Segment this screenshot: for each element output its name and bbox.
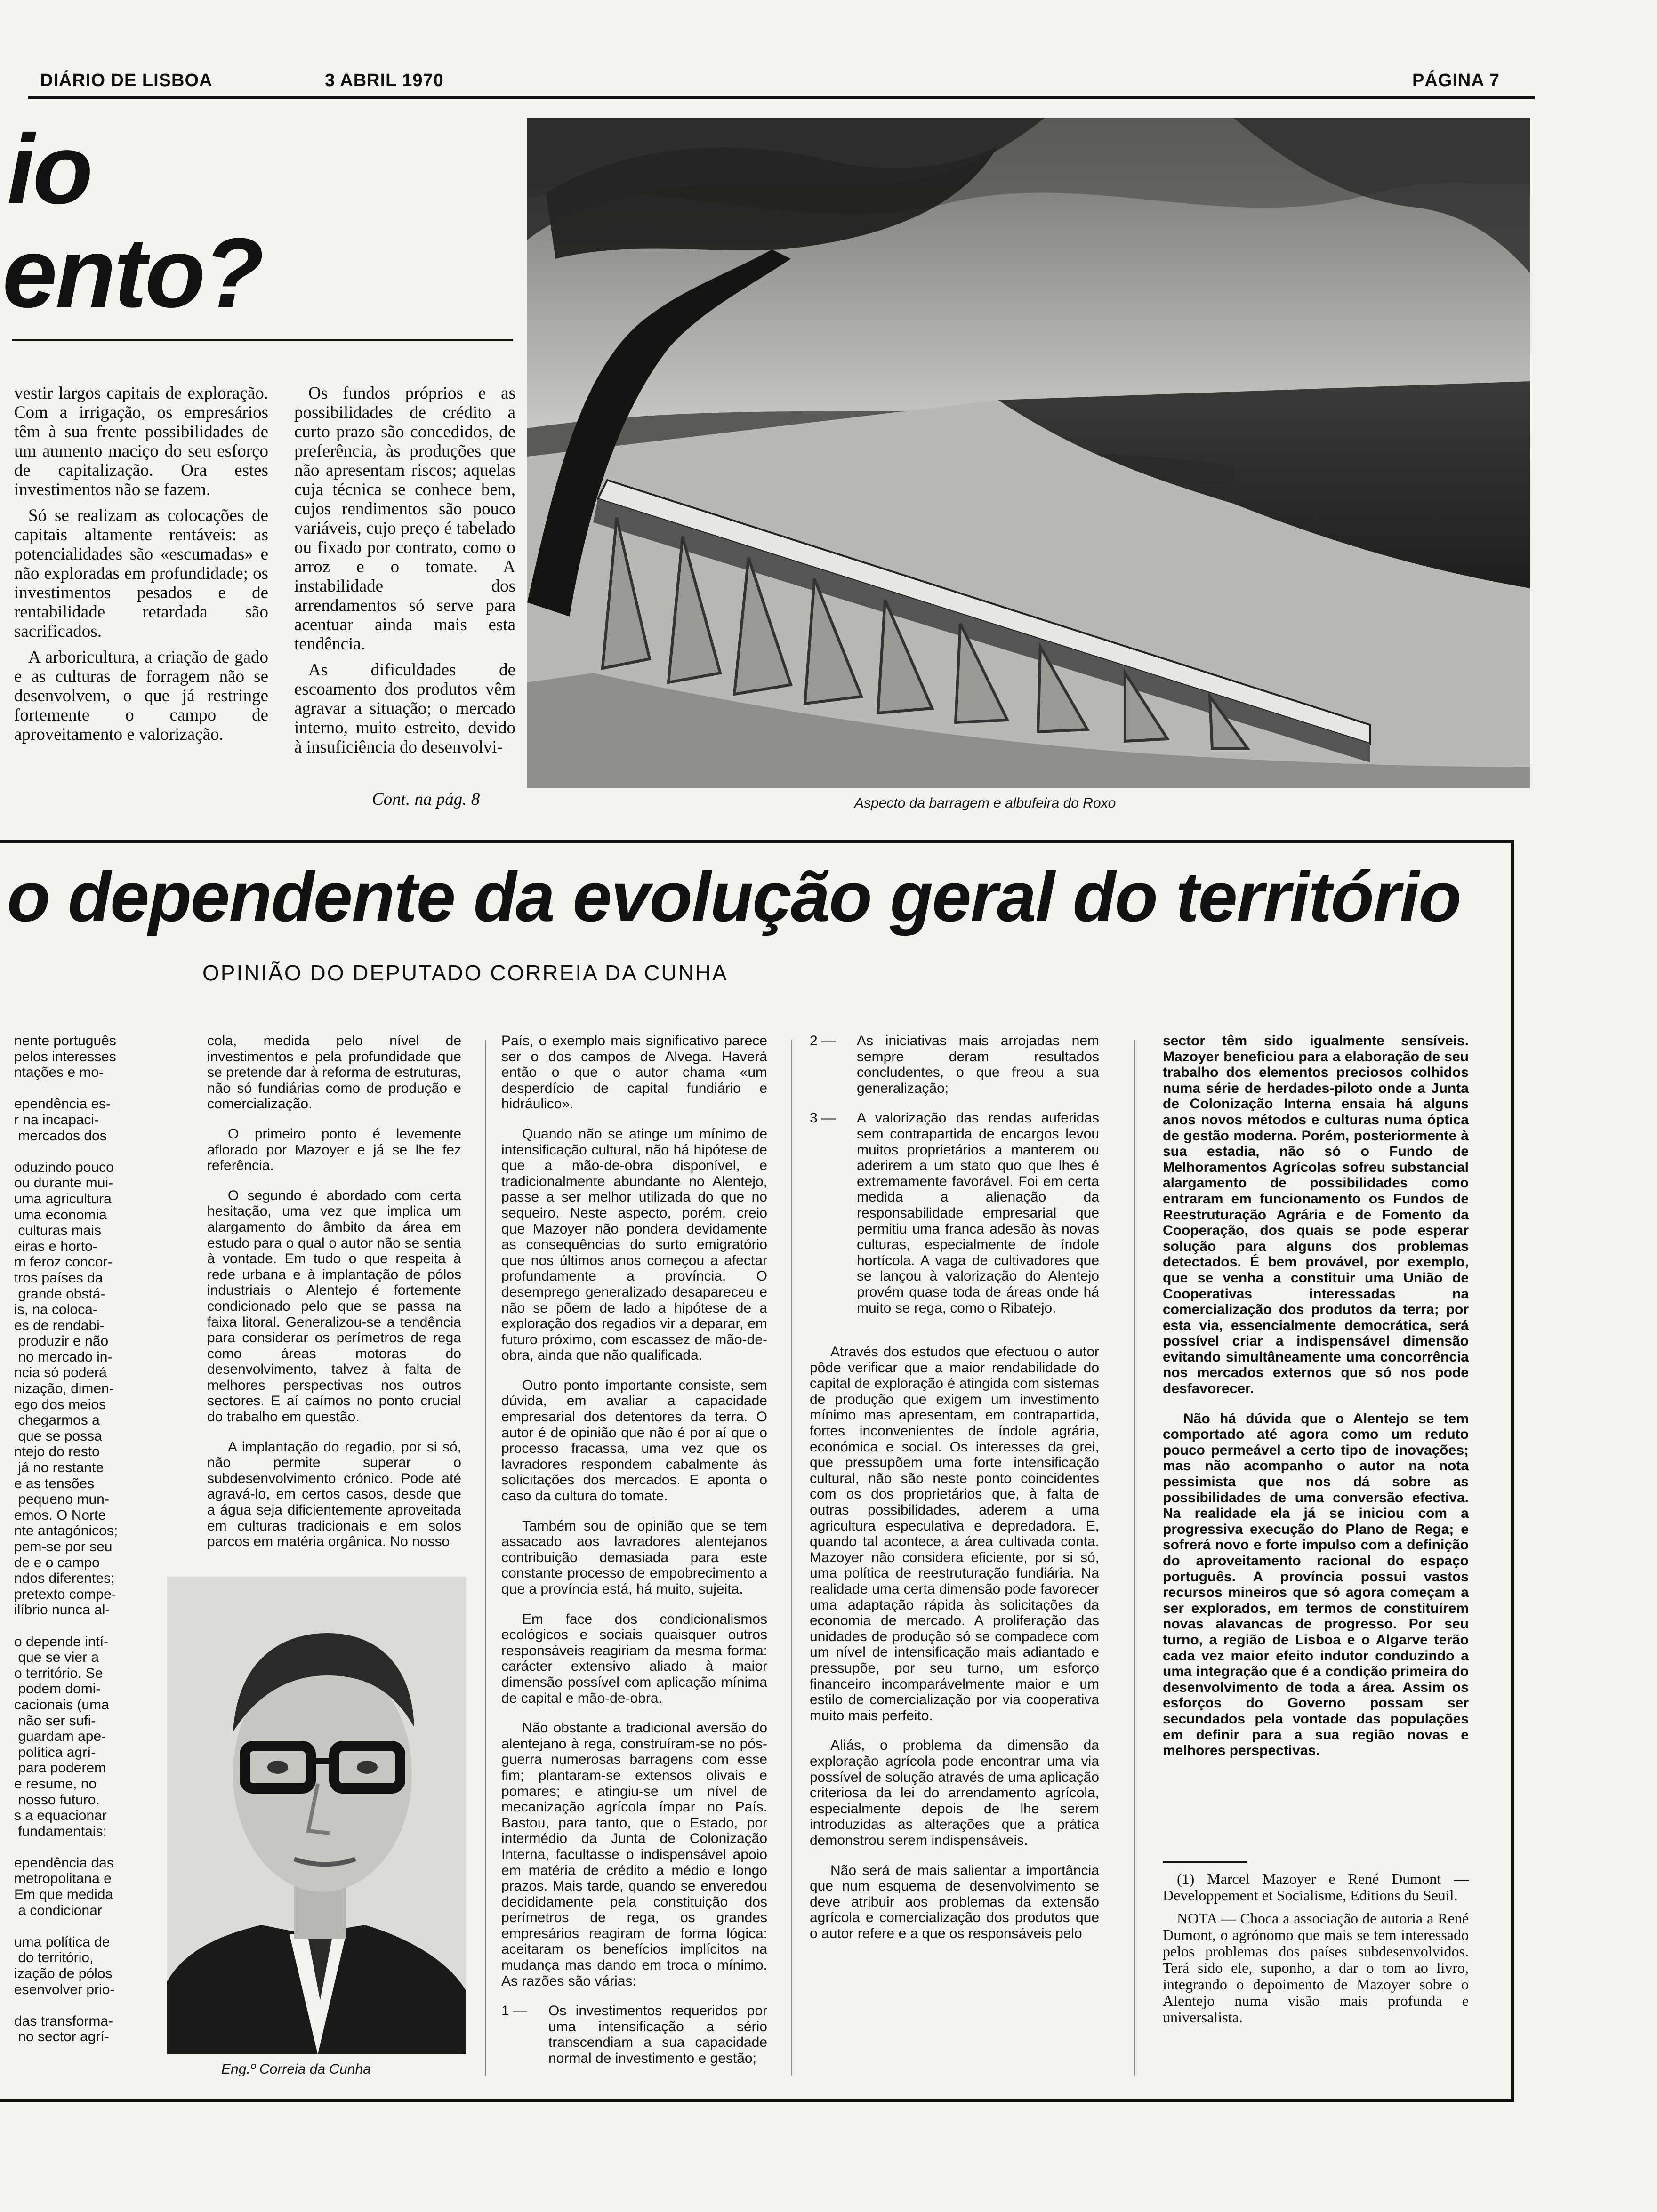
continued-note: Cont. na pág. 8 bbox=[372, 790, 480, 809]
cutoff-line: a condicionar bbox=[14, 1902, 102, 1918]
cutoff-line: ndos diferentes; bbox=[14, 1571, 115, 1587]
cutoff-line: uma agricultura bbox=[14, 1191, 112, 1207]
cutoff-line: fundamentais: bbox=[14, 1823, 107, 1839]
cutoff-line: oduzindo pouco bbox=[14, 1159, 114, 1175]
cutoff-line: culturas mais bbox=[14, 1223, 102, 1239]
cutoff-line: nosso futuro. bbox=[14, 1792, 100, 1808]
photo-caption: Aspecto da barragem e albufeira do Roxo bbox=[854, 795, 1116, 811]
headline-rule bbox=[12, 339, 513, 341]
nota: NOTA — Choca a associação de autoria a René Dumont, o agrónomo que mais se tem interessado pelos problemas dos países subdesenvolvidos. Terá sido ele, suponho, a dar o tom ao livro, integrando o depoimento de Mazoyer sobre o Alentejo numa visão mais profunda e universalista. bbox=[1163, 1910, 1469, 2026]
list-item-number: 2 — bbox=[810, 1033, 836, 1049]
cutoff-line: ego dos meios bbox=[14, 1396, 106, 1412]
top-article-column-2 bbox=[294, 384, 515, 763]
paragraph: Não obstante a tradicional aversão do alentejano à rega, construíram-se no pós-guerra numerosas barragens com esse fim; plantaram-se extensos olivais e pomares; e atingiu-se um nível de mecanização agrícola ímpar no País. Bastou, para tanto, que o Estado, por intermédio da Junta de Colonização Interna, facultasse o indispensável apoio em matéria de crédito a médio e longo prazos. Mais tarde, quando se enveredou decididamente pela constituição dos perímetros de rega, os grandes empresários reagiram de forma lógica: aceitaram os benefícios implícitos na mudança mas dando em troca o mínimo. As razões são várias: bbox=[501, 1720, 767, 1989]
cutoff-line: para poderem bbox=[14, 1760, 106, 1776]
cutoff-line: Em que medida bbox=[14, 1887, 113, 1903]
dam-photo bbox=[527, 118, 1530, 788]
cutoff-line: que se vier a bbox=[14, 1650, 99, 1666]
cutoff-line: uma economia bbox=[14, 1207, 107, 1223]
list-item bbox=[810, 1033, 1099, 1096]
paragraph: O primeiro ponto é levemente aflorado por Mazoyer e já se lhe fez referência. bbox=[207, 1126, 461, 1174]
paragraph: Não há dúvida que o Alentejo se tem comportado até agora como um reduto pouco permeável a certo tipo de inovações; mas não acompanho o autor na nota pessimista que nos dá sobre as possibilidades de uma conversão efectiva. Na realidade ela já se iniciou com a progressiva execução do Plano de Rega; e sofrerá novo e forte impulso com a definição do aproveitamento racional do espaço português. A província possui vastos recursos mineiros que só agora começam a ser explorados, em termos de constituírem novas alavancas de progresso. Por seu turno, a região de Lisboa e o Algarve terão cada vez maior efeito indutor conduzindo a uma integração que é a condição primeira do desenvolvimento de toda a área. Assim os esforços do Governo possam ser secundados pela vontade das populações em definir para a sua região novas e melhores perspectivas. bbox=[1163, 1411, 1469, 1759]
top-article-column-1 bbox=[14, 384, 268, 751]
cutoff-line: já no restante bbox=[14, 1460, 104, 1476]
list-item-number: 1 — bbox=[501, 2003, 528, 2019]
paragraph: O segundo é abordado com certa hesitação, uma vez que implica um alargamento do âmbito da área em estudo para o qual o autor não se sentia à vontade. Em tudo o que respeita à rede urbana e à implantação de pólos industriais o Alentejo é fortemente condicionado pelo que se passa na faixa litoral. Generalizou-se a tendência para considerar os perímetros de rega como áreas motoras do desenvolvimento, talvez à falta de melhores perspectivas nos outros sectores. E aí caímos no ponto crucial do trabalho em questão. bbox=[207, 1187, 461, 1425]
dam-illustration bbox=[527, 118, 1530, 788]
cutoff-line: ização de pólos bbox=[14, 1966, 113, 1982]
cutoff-line: no sector agrí- bbox=[14, 2029, 109, 2045]
cutoff-line: no mercado in- bbox=[14, 1349, 113, 1365]
paragraph: Quando não se atinge um mínimo de intensificação cultural, não há hipótese de que a mão-de-obra disponível, e tradicionalmente abundante no Alentejo, passe a ser melhor utilizada do que no sequeiro. Neste aspecto, porém, creio que Mazoyer não pondera devidamente as consequências do surto emigratório que nos últimos anos começou a afectar profundamente a província. O desemprego generalizado desapareceu e não se põem de lado a hipótese de a exploração dos regadios vir a deparar, em futuro próximo, com escassez de mão-de-obra, ainda que não qualificada. bbox=[501, 1126, 767, 1363]
column-rule bbox=[791, 1040, 792, 2076]
cutoff-line: uma política de bbox=[14, 1934, 110, 1950]
cutoff-line bbox=[14, 1618, 165, 1634]
cutoff-line: emos. O Norte bbox=[14, 1507, 106, 1523]
masthead-rule bbox=[28, 96, 1535, 99]
portrait-illustration bbox=[167, 1577, 466, 2054]
cutoff-line: esenvolver prio- bbox=[14, 1981, 115, 1997]
cutoff-line: nização, dimen- bbox=[14, 1381, 114, 1397]
list-item bbox=[501, 2003, 767, 2066]
cutoff-line bbox=[14, 1918, 165, 1934]
cutoff-line: s a equacionar bbox=[14, 1808, 107, 1824]
paragraph: Através dos estudos que efectuou o autor pôde verificar que a maior rendabilidade do capital de exploração é atingida com sistemas de produção que exigem um investimento mínimo mas apresentam, em contrapartida, fortes inconvenientes de índole agrária, económica e social. Os interesses da grei, que pressupõem uma forte intensificação cultural, não são neste ponto coincidentes com os dos proprietários que, à falta de outras possibilidades, aderem a uma agricultura especulativa e depredadora. E, quando tal acontece, a área cultivada conta. Mazoyer não considera eficiente, por si só, uma política de reestruturação fundiária. Na realidade uma certa dimensão pode favorecer uma adaptação rápida às solicitações da economia de mercado. A proliferação das unidades de produção só se compadece com um nível de intensificação mais adiantado e pressupõe, por seu turno, um esforço financeiro incomparávelmente maior e um estilo de comercialização por via cooperativa muito mais perfeito. bbox=[810, 1344, 1099, 1723]
cutoff-line: ependência es- bbox=[14, 1096, 111, 1112]
cutoff-line: m feroz concor- bbox=[14, 1254, 113, 1270]
cutoff-line: is, na coloca- bbox=[14, 1302, 97, 1318]
paragraph: cola, medida pelo nível de investimentos e pela profundidade que se pretende dar à reforma de estruturas, não só fundiárias como de produção e comercialização. bbox=[207, 1033, 461, 1112]
cutoff-line: o território. Se bbox=[14, 1665, 103, 1681]
paragraph: Outro ponto importante consiste, sem dúvida, em avaliar a capacidade empresarial dos detentores da terra. O autor é de opinião que não é por aí que o processo fracassa, uma vez que os lavradores respondem cabalmente às solicitações dos mercados. E aponta o caso da cultura do tomate. bbox=[501, 1377, 767, 1504]
cutoff-line: mercados dos bbox=[14, 1128, 107, 1144]
cutoff-line bbox=[14, 1839, 165, 1855]
article-column-d bbox=[1163, 1033, 1469, 1861]
paragraph: vestir largos capitais de exploração. Com a irrigação, os empresários têm à sua frente possibilidades de um aumento maciço do seu esforço de capitalização. Ora estes investimentos não se fazem. bbox=[14, 384, 268, 499]
cutoff-line: do território, bbox=[14, 1950, 94, 1966]
paragraph: Não será de mais salientar a importância que num esquema de desenvolvimento se deve atribuir aos problemas da extensão agrícola e comercialização dos produtos que o autor refere e a que os responsáveis pelo bbox=[810, 1862, 1099, 1941]
footnote-rule bbox=[1163, 1861, 1247, 1863]
paragraph: sector têm sido igualmente sensíveis. Mazoyer beneficiou para a elaboração de seu trabalho dos elementos preciosos colhidos numa série de herdades-piloto onde a Junta de Colonização Interna ensaia há alguns anos novos métodos e culturas numa óptica de gestão moderna. Porém, posteriormente à sua estadia, não só o Fundo de Melhoramentos Agrícolas sofreu substancial alargamento de possibilidades como entraram em funcionamento os Fundos de Reestruturação Agrária e de Fomento da Cooperação, dos quais se pode esperar solução para alguns dos problemas detectados. É bem provável, por exemplo, que se venha a constituir uma União de Cooperativas interessadas na comercialização dos produtos da terra; por esta via, essencialmente democrática, será possível criar a indispensável dimensão evitando simultâneamente uma concorrência nos mercados externos que só nos pode desfavorecer. bbox=[1163, 1033, 1469, 1397]
cutoff-line: ependência das bbox=[14, 1855, 114, 1871]
article-column-c bbox=[810, 1033, 1099, 2092]
cutoff-line: e as tensões bbox=[14, 1475, 95, 1491]
cutoff-line: das transforma- bbox=[14, 2013, 113, 2029]
cutoff-line: política agrí- bbox=[14, 1744, 96, 1760]
cutoff-line: grande obstá- bbox=[14, 1286, 105, 1302]
cutoff-line: ilíbrio nunca al- bbox=[14, 1602, 110, 1618]
top-headline-line2: ento? bbox=[2, 217, 262, 328]
left-cutoff-column bbox=[14, 1033, 165, 2092]
paragraph: Também sou de opinião que se tem assacado aos lavradores alentejanos contribuição demasiada para este constante processo de empobrecimento a que a província está, há muito, sujeita. bbox=[501, 1518, 767, 1597]
paragraph: Aliás, o problema da dimensão da exploração agrícola pode encontrar uma via possível de solução através de uma aplicação criteriosa da lei do arrendamento agrícola, especialmente depois de lhe serem introduzidas as alterações que a prática demonstrou serem indispensáveis. bbox=[810, 1738, 1099, 1848]
byline: OPINIÃO DO DEPUTADO CORREIA DA CUNHA bbox=[202, 961, 728, 985]
cutoff-line: es de rendabi- bbox=[14, 1317, 105, 1333]
portrait-photo bbox=[167, 1577, 466, 2054]
paragraph: Só se realizam as colocações de capitais altamente rentáveis: as potencialidades são «escumadas» e não exploradas em profundidade; os investimentos pesados e de rentabilidade retardada são sacrificados. bbox=[14, 506, 268, 641]
cutoff-line: eiras e horto- bbox=[14, 1238, 97, 1254]
cutoff-line: de e o campo bbox=[14, 1555, 100, 1571]
cutoff-line bbox=[14, 1144, 165, 1160]
cutoff-line: cacionais (uma bbox=[14, 1697, 109, 1713]
list-item bbox=[810, 1110, 1099, 1316]
cutoff-line: ntações e mo- bbox=[14, 1065, 104, 1081]
cutoff-line: o depende intí- bbox=[14, 1634, 109, 1650]
top-headline-line1: io bbox=[7, 114, 91, 224]
paragraph: Os fundos próprios e as possibilidades de crédito a curto prazo são concedidos, de preferência, às produções que não apresentam riscos; aquelas cuja técnica se conhece bem, cujos rendimentos são pouco variáveis, cujo preço é tabelado ou fixado por contrato, como o arroz e o tomate. A instabilidade dos arrendamentos só serve para acentuar ainda mais esta tendência. bbox=[294, 384, 515, 654]
cutoff-line: pretexto compe- bbox=[14, 1586, 116, 1602]
cutoff-line: ncia só poderá bbox=[14, 1365, 107, 1381]
paragraph: País, o exemplo mais significativo parece ser o dos campos de Alvega. Haverá então o que o autor chama «um desperdício de capital fundiário e hidráulico». bbox=[501, 1033, 767, 1112]
footnotes bbox=[1163, 1871, 1469, 2032]
cutoff-line: pelos interesses bbox=[14, 1049, 116, 1065]
cutoff-line: que se possa bbox=[14, 1428, 102, 1444]
article-column-b bbox=[501, 1033, 767, 2092]
cutoff-line: e resume, no bbox=[14, 1776, 97, 1792]
list-item-text: A valorização das rendas auferidas sem contrapartida de encargos levou muitos proprietários a manterem ou aderirem a um stato quo que lhes é extremamente favorável. Foi em certa medida a alienação da responsabilidade empresarial que permitiu uma franca adesão às novas culturas, especialmente de índole hortícola. A vaga de cultivadores que se lançou à valorização do Alentejo provém quase toda de áreas onde há muito se rega, como o Ribatejo. bbox=[857, 1110, 1099, 1316]
main-headline: o dependente da evolução geral do território bbox=[7, 857, 1461, 936]
article-column-a bbox=[207, 1033, 461, 1550]
cutoff-line bbox=[14, 1081, 165, 1097]
list-item-text: As iniciativas mais arrojadas nem sempre deram resultados concludentes, o que freou a sua generalização; bbox=[857, 1033, 1099, 1096]
cutoff-line: guardam ape- bbox=[14, 1729, 106, 1745]
paragraph: Em face dos condicionalismos ecológicos e sociais quaisquer outros responsáveis reagiriam da mesma forma: carácter extensivo aliado à maior dimensão possível com aplicação mínima de capital e mão-de-obra. bbox=[501, 1611, 767, 1706]
portrait-caption: Eng.º Correia da Cunha bbox=[221, 2061, 371, 2077]
cutoff-line: pequeno mun- bbox=[14, 1491, 109, 1507]
cutoff-line bbox=[14, 1997, 165, 2013]
paragraph: A implantação do regadio, por si só, não permite superar o subdesenvolvimento crónico. Pode até agravá-lo, em certos casos, desde que a água seja dificientemente aproveitada em culturas tradicionais e em solos parcos em matéria orgânica. No nosso bbox=[207, 1439, 461, 1550]
column-rule bbox=[485, 1040, 486, 2076]
paragraph: A arboricultura, a criação de gado e as culturas de forragem não se desenvolvem, o que já restringe fortemente o campo de aproveitamento e valorização. bbox=[14, 648, 268, 744]
list-item-text: Os investimentos requeridos por uma intensificação a sério transcendiam a sua capacidade normal de investimento e gestão; bbox=[548, 2003, 767, 2067]
cutoff-line: produzir e não bbox=[14, 1333, 109, 1349]
issue-date: 3 ABRIL 1970 bbox=[325, 71, 444, 90]
cutoff-line: r na incapaci- bbox=[14, 1112, 99, 1128]
page-number: PÁGINA 7 bbox=[1412, 71, 1500, 90]
cutoff-line: não ser sufi- bbox=[14, 1713, 96, 1729]
cutoff-line: nte antagónicos; bbox=[14, 1523, 118, 1539]
newspaper-name: DIÁRIO DE LISBOA bbox=[40, 71, 213, 90]
cutoff-line: pem-se por seu bbox=[14, 1539, 113, 1555]
cutoff-line: nente português bbox=[14, 1033, 116, 1049]
footnote: (1) Marcel Mazoyer e René Dumont — Developpement et Socialisme, Editions du Seuil. bbox=[1163, 1870, 1469, 1904]
cutoff-line: ntejo do resto bbox=[14, 1444, 100, 1460]
cutoff-line: ou durante mui- bbox=[14, 1175, 113, 1191]
paragraph: As dificuldades de escoamento dos produtos vêm agravar a situação; o mercado interno, muito estreito, devido à insuficiência do desenvolvi- bbox=[294, 660, 515, 757]
cutoff-line: podem domi- bbox=[14, 1681, 101, 1697]
column-rule bbox=[1134, 1040, 1135, 2076]
list-item-number: 3 — bbox=[810, 1110, 836, 1126]
cutoff-line: metropolitana e bbox=[14, 1871, 112, 1887]
cutoff-line: tros países da bbox=[14, 1270, 103, 1286]
cutoff-line: chegarmos a bbox=[14, 1412, 100, 1428]
